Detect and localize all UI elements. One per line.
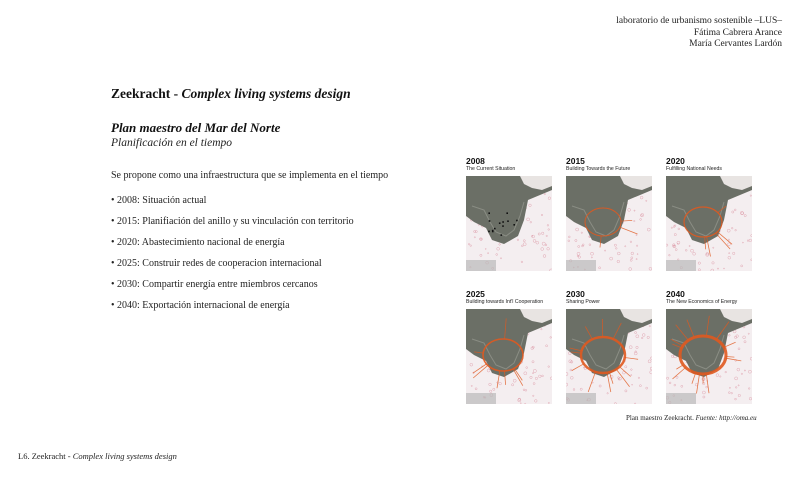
caption-text: Plan maestro Zeekracht. [626, 414, 696, 422]
footer-italic: Complex living systems design [72, 451, 177, 461]
map-image [666, 309, 752, 404]
caption-source: Fuente: http://oma.eu [695, 414, 757, 422]
title-italic: Complex living systems design [181, 86, 351, 101]
timeline-item-2025: • 2025: Construir redes de cooperacion internacional [111, 258, 322, 269]
panel-year: 2025 [466, 289, 485, 299]
map-image [666, 176, 752, 271]
panel-year: 2030 [566, 289, 585, 299]
panel-label: Fulfilling National Needs [666, 166, 722, 172]
title-bold: Zeekracht - [111, 86, 182, 101]
footer-prefix: L6. Zeekracht - [18, 451, 73, 461]
intro-text: Se propone como una infraestructura que se implementa en el tiempo [111, 170, 389, 181]
map-panel-2030 [566, 289, 654, 407]
panel-year: 2040 [666, 289, 685, 299]
map-panel-2008 [466, 156, 554, 274]
lab-name: laboratorio de urbanismo sostenible –LUS– [616, 16, 782, 26]
author-2: María Cervantes Lardón [689, 39, 782, 49]
panel-year: 2020 [666, 156, 685, 166]
section-subtitle-2: Planificación en el tiempo [111, 137, 233, 149]
panel-label: Building towards Int'l Cooperation [466, 299, 544, 305]
section-subtitle: Plan maestro del Mar del Norte [111, 120, 281, 135]
map-image [466, 176, 552, 271]
slide-title [111, 86, 351, 102]
panel-year: 2015 [566, 156, 585, 166]
timeline-item-2015: • 2015: Planifiación del anillo y su vinculación con territorio [111, 216, 354, 227]
map-panel-2015 [566, 156, 654, 274]
map-panel-2025 [466, 289, 554, 407]
map-image [566, 309, 652, 404]
panel-label: The New Economics of Energy [666, 299, 738, 305]
panel-label: The Current Situation [466, 166, 516, 172]
panel-label: Sharing Power [566, 299, 601, 305]
panel-label: Building Towards the Future [566, 166, 631, 172]
panel-year: 2008 [466, 156, 485, 166]
author-1: Fátima Cabrera Arance [693, 27, 782, 38]
slide-footer [18, 451, 177, 461]
figure-caption [626, 414, 757, 422]
timeline-list [111, 195, 354, 321]
timeline-item-2040: • 2040: Exportación internacional de energía [111, 300, 290, 311]
author-credits [616, 16, 782, 51]
map-image [566, 176, 652, 271]
map-image [466, 309, 552, 404]
map-panel-2040 [666, 289, 754, 407]
timeline-item-2008: • 2008: Situación actual [111, 195, 207, 206]
timeline-item-2020: • 2020: Abastecimiento nacional de energía [111, 237, 285, 248]
timeline-item-2030: • 2030: Compartir energía entre miembros cercanos [111, 279, 318, 290]
map-panel-2020 [666, 156, 754, 274]
